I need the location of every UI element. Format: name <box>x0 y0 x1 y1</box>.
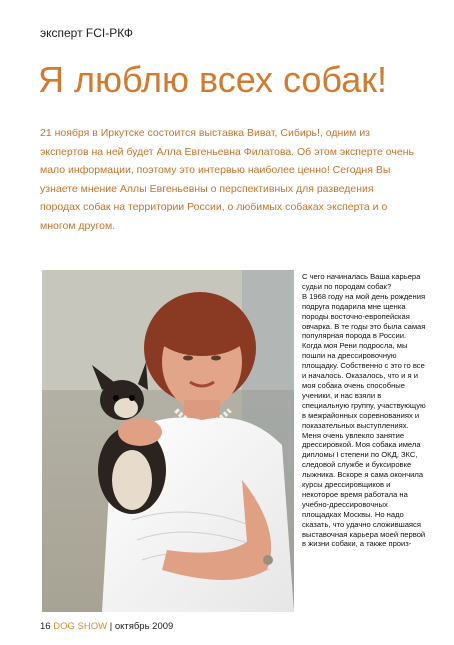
issue-date: октябрь 2009 <box>114 621 174 632</box>
footer-separator: | <box>109 621 113 632</box>
interview-answer: В 1968 году на мой день рождения подруга подарила мне щенка породы восточно-европейская овчарка. В те годы это была самая популярная порода в России. Когда моя Рени подросла, мы пошли на дрессировочную площадку. Собственно с это го все и началось. Оказалось, что и я и моя собака очень способные ученики, и нас взяли в специальную группу, участвующую в межрайонных соревнованиях и показательных выступлениях. Меня очень увлекло занятие дрессировкой. Моя собака имела дипломы I степени по ОКД, ЗКС, следовой службе и буксировке лыжника. Вскоре я сама окончила курсы дрессировщиков и некоторое время работала на учебно-дрессировочных площадках Москвы. Но надо сказать, что удачно сложившаяся выставочная карьера моей первой в жизни собаки, а также произ- <box>302 291 426 549</box>
interview-question: С чего начиналась Ваша карьера судьи по породам собак? <box>302 272 421 291</box>
section-label: эксперт FCI-РКФ <box>40 26 133 40</box>
page-number: 16 <box>40 621 51 632</box>
portrait-photo <box>42 270 294 612</box>
page-footer <box>40 621 173 632</box>
portrait-woman-with-chihuahua-photo-icon <box>42 270 294 612</box>
article-title: Я люблю всех собак! <box>38 59 387 100</box>
magazine-name: DOG SHOW <box>53 621 108 632</box>
article-lead: 21 ноября в Иркутске состоится выставка Виват, Сибирь!, одним из экспертов на ней будет Алла Евгеньевна Филатова. Об этом эксперте очень мало информации, поэтому это интервью наиболее ценно! Сегодня Вы узнаете мнение Аллы Евгеньевны о перспективных для разведения породах собак на территории России, о любимых собаках эксперта и о многом другом. <box>40 127 414 232</box>
article-column <box>302 272 426 549</box>
